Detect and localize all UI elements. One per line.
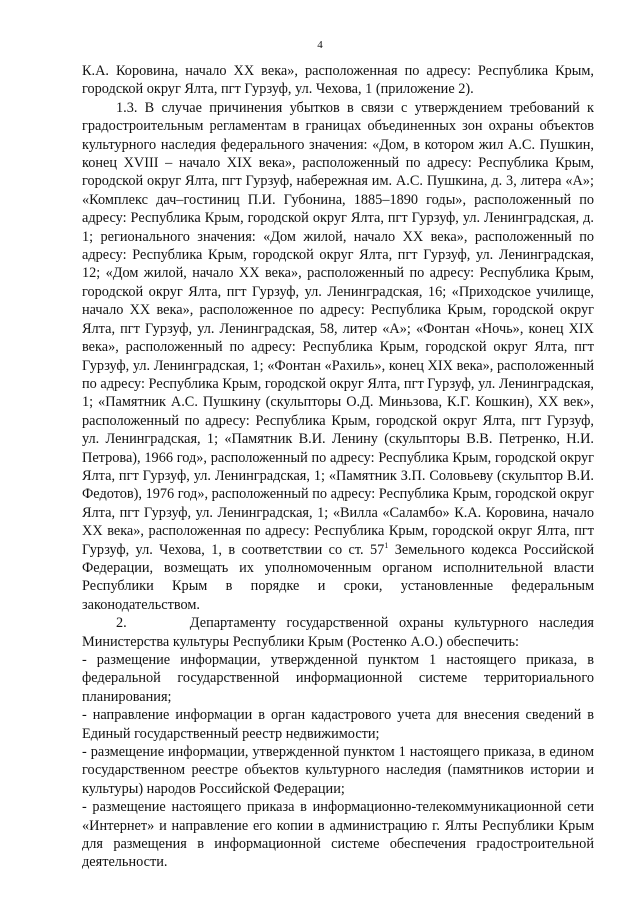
- bullet-item: - размещение информации, утвержденной пунктом 1 настоящего приказа, в едином государственном реестре объектов культурного наследия (памятников истории и культуры) народов Российской Федерации;: [82, 744, 594, 797]
- bullet-item: - размещение настоящего приказа в информационно-телекоммуникационной сети «Интернет» и направление его копии в администрацию г. Ялты Республики Крым для размещения в информационной системе обеспечения градостроительной деятельности.: [82, 799, 594, 871]
- page-number: 4: [317, 39, 323, 51]
- bullet-item: - размещение информации, утвержденной пунктом 1 настоящего приказа, в федеральной государственной информационной системе территориального планирования;: [82, 652, 594, 705]
- paragraph-1-3: [82, 99, 594, 614]
- paragraph-1-3-text-end: Земельного кодекса Российской Федерации, возмещать их уполномоченным органом исполнительной власти Республики Крым в порядке и сроки, установленные федеральным законодательством.: [82, 541, 594, 613]
- paragraph-continuation: К.А. Коровина, начало XX века», расположенная по адресу: Республика Крым, городской округ Ялта, пгт Гурзуф, ул. Чехова, 1 (приложение 2).: [82, 63, 594, 98]
- paragraph-item-2: 2. Департаменту государственной охраны культурного наследия Министерства культуры Республики Крым (Ростенко А.О.) обеспечить:: [82, 615, 594, 650]
- bullet-item: - направление информации в орган кадастрового учета для внесения сведений в Единый государственный реестр недвижимости;: [82, 707, 594, 742]
- document-body: [82, 62, 594, 872]
- paragraph-1-3-text: 1.3. В случае причинения убытков в связи с утверждением требований к градостроительным регламентам в границах объединенных зон охраны объектов культурного наследия федерального значения: «Дом, в котором жил А.С. Пушкин, конец XVIII – начало XIX века», расположенный по адресу: Республика Крым, городской округ Ялта, пгт Гурзуф, набережная им. А.С. Пушкина, д. 3, литера «А»; «Комплекс дач–гостиниц П.И. Губонина, 1885–1890 годы», расположенный по адресу: Республика Крым, городской округ Ялта, пгт Гурзуф, ул. Ленинградская, д. 1; регионального значения: «Дом жилой, начало XX века», расположенный по адресу: Республика Крым, городской округ Ялта, пгт Гурзуф, ул. Ленинградская, 12; «Дом жилой, начало XX века», расположенный по адресу: Республика Крым, городской округ Ялта, пгт Гурзуф, ул. Ленинградская, 16; «Приходское училище, начало XX века», расположенное по адресу: Республика Крым, городской округ Ялта, пгт Гурзуф, ул. Ленинградская, 58, литер «А»; «Фонтан «Ночь», конец XIX века», расположенный по адресу: Республика Крым, городской округ Ялта, пгт Гурзуф, ул. Ленинградская, 1; «Фонтан «Рахиль», конец XIX века», расположенный по адресу: Республика Крым, городской округ Ялта, пгт Гурзуф, ул. Ленинградская, 1; «Памятник А.С. Пушкину (скульпторы О.Д. Миньзова, К.Г. Кошкин), XX век», расположенный по адресу: Республика Крым, городской округ Ялта, пгт Гурзуф, ул. Ленинградская, 1; «Памятник В.И. Ленину (скульпторы В.В. Петренко, Н.И. Петрова), 1966 год», расположенный по адресу: Республика Крым, городской округ Ялта, пгт Гурзуф, ул. Ленинградская, 1; «Памятник З.П. Соловьеву (скульптор В.И. Федотов), 1976 год», расположенный по адресу: Республика Крым, городской округ Ялта, пгт Гурзуф, ул. Ленинградская, 1; «Вилла «Саламбо» К.А. Коровина, начало XX века», расположенная по адресу: Республика Крым, городской округ Ялта, пгт Гурзуф, ул. Чехова, 1, в соответствии со ст. 57: [82, 99, 594, 558]
- article-superscript: 1: [384, 540, 389, 550]
